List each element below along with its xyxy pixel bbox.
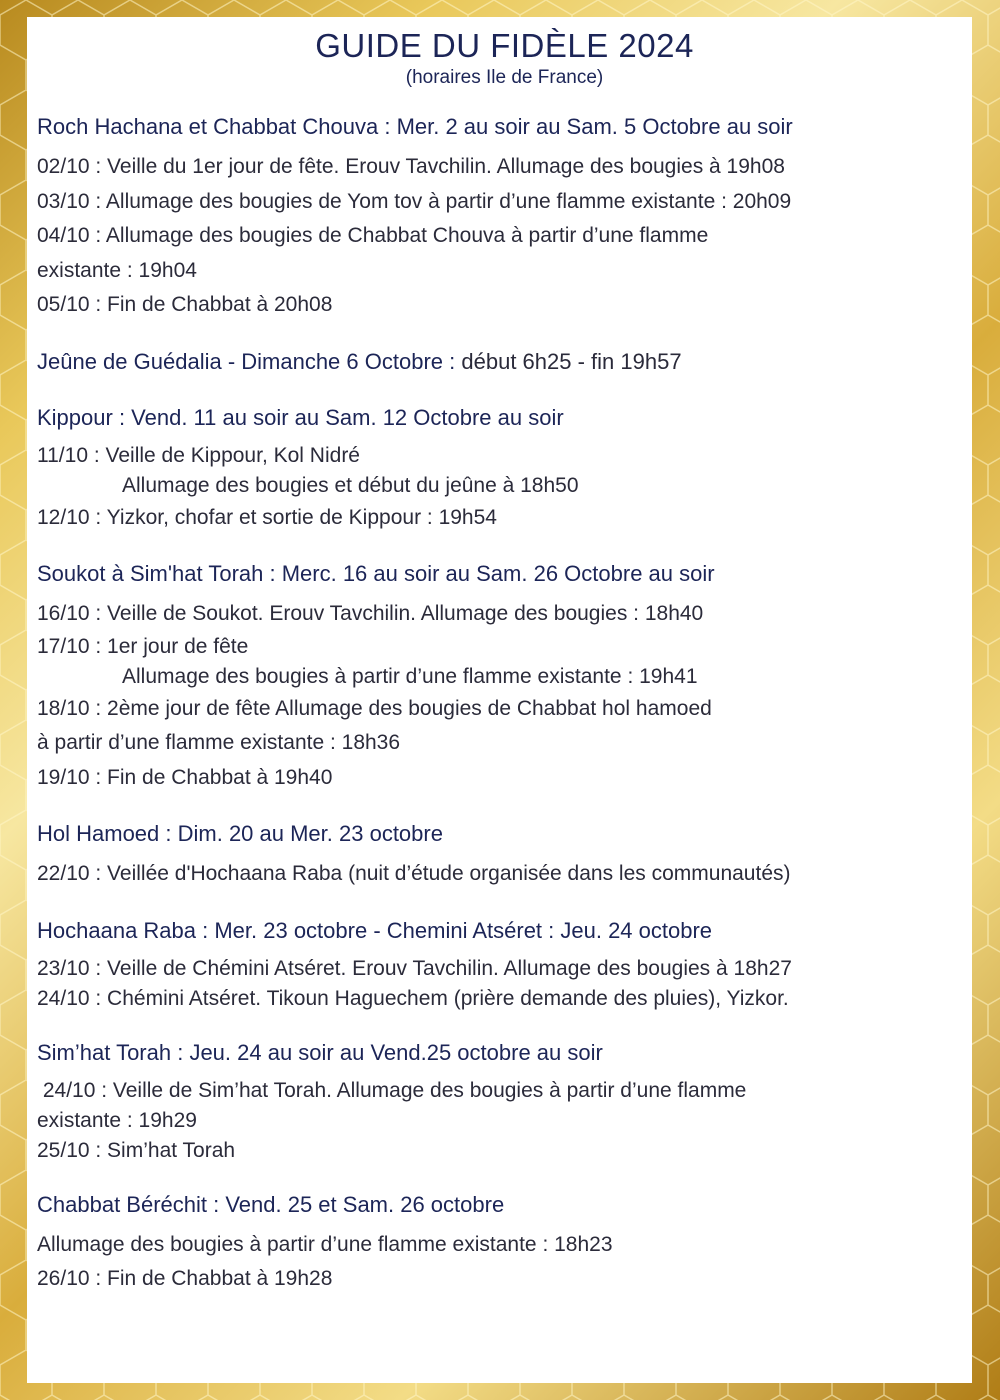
section-heading: Roch Hachana et Chabbat Chouva : Mer. 2 au soir au Sam. 5 Octobre au soir bbox=[37, 114, 793, 139]
schedule-line: Allumage des bougies à partir d’une flamme existante : 19h41 bbox=[122, 664, 698, 688]
schedule-line: 04/10 : Allumage des bougies de Chabbat Chouva à partir d’une flamme bbox=[37, 224, 709, 247]
schedule-line: 12/10 : Yizkor, chofar et sortie de Kippour : 19h54 bbox=[37, 505, 497, 529]
schedule-line: 22/10 : Veillée d'Hochaana Raba (nuit d’étude organisée dans les communautés) bbox=[37, 862, 791, 885]
schedule-line: 18/10 : 2ème jour de fête Allumage des bougies de Chabbat hol hamoed bbox=[37, 696, 712, 720]
schedule-line: 17/10 : 1er jour de fête bbox=[37, 634, 249, 658]
section-heading: Kippour : Vend. 11 au soir au Sam. 12 Octobre au soir bbox=[37, 404, 564, 430]
section-heading bbox=[37, 345, 972, 379]
section-heading-times: début 6h25 - fin 19h57 bbox=[461, 348, 682, 374]
schedule-line: 26/10 : Fin de Chabbat à 19h28 bbox=[37, 1267, 333, 1290]
section-hochaana-raba bbox=[37, 914, 972, 1014]
section-kippour bbox=[37, 401, 972, 536]
schedule-line: à partir d’une flamme existante : 18h36 bbox=[37, 731, 401, 754]
section-soukot bbox=[37, 557, 972, 795]
schedule-line: Allumage des bougies et début du jeûne à 18h50 bbox=[122, 473, 579, 497]
schedule-line: 05/10 : Fin de Chabbat à 20h08 bbox=[37, 293, 333, 316]
page-subtitle: (horaires Ile de France) bbox=[405, 67, 604, 88]
schedule-line: 03/10 : Allumage des bougies de Yom tov à partir d’une flamme existante : 20h09 bbox=[37, 189, 792, 213]
schedule-line: existante : 19h04 bbox=[37, 258, 197, 282]
section-heading: Hol Hamoed : Dim. 20 au Mer. 23 octobre bbox=[37, 821, 443, 846]
page-title: GUIDE DU FIDÈLE 2024 bbox=[315, 27, 694, 64]
content-panel bbox=[27, 17, 972, 1383]
section-simhat-torah bbox=[37, 1036, 972, 1166]
schedule-line: 23/10 : Veille de Chémini Atséret. Erouv Tavchilin. Allumage des bougies à 18h27 bbox=[37, 956, 792, 980]
section-heading: Chabbat Béréchit : Vend. 25 et Sam. 26 octobre bbox=[37, 1191, 505, 1217]
schedule-line: existante : 19h29 bbox=[37, 1108, 197, 1132]
schedule-line: 16/10 : Veille de Soukot. Erouv Tavchilin. Allumage des bougies : 18h40 bbox=[37, 602, 704, 625]
section-heading-title: Jeûne de Guédalia - Dimanche 6 Octobre : bbox=[37, 348, 456, 374]
schedule-line: 11/10 : Veille de Kippour, Kol Nidré bbox=[37, 443, 360, 467]
schedule-line: 24/10 : Veille de Sim’hat Torah. Allumage des bougies à partir d’une flamme bbox=[37, 1078, 747, 1102]
schedule-line: 02/10 : Veille du 1er jour de fête. Erouv Tavchilin. Allumage des bougies à 19h08 bbox=[37, 155, 785, 178]
section-heading: Sim’hat Torah : Jeu. 24 au soir au Vend.25 octobre au soir bbox=[37, 1039, 603, 1065]
schedule-line: Allumage des bougies à partir d’une flamme existante : 18h23 bbox=[37, 1232, 613, 1256]
section-heading: Soukot à Sim'hat Torah : Merc. 16 au soir au Sam. 26 Octobre au soir bbox=[37, 561, 715, 586]
section-hol-hamoed bbox=[37, 817, 972, 892]
section-roch-hachana bbox=[37, 110, 972, 323]
schedule-line: 24/10 : Chémini Atséret. Tikoun Haguechem (prière demande des pluies), Yizkor. bbox=[37, 986, 789, 1010]
section-chabbat-berechit bbox=[37, 1188, 972, 1297]
section-jeune-guedalia bbox=[37, 345, 972, 379]
section-heading: Hochaana Raba : Mer. 23 octobre - Chemini Atséret : Jeu. 24 octobre bbox=[37, 917, 713, 943]
schedule-line: 25/10 : Sim’hat Torah bbox=[37, 1138, 236, 1162]
schedule-line: 19/10 : Fin de Chabbat à 19h40 bbox=[37, 765, 333, 789]
